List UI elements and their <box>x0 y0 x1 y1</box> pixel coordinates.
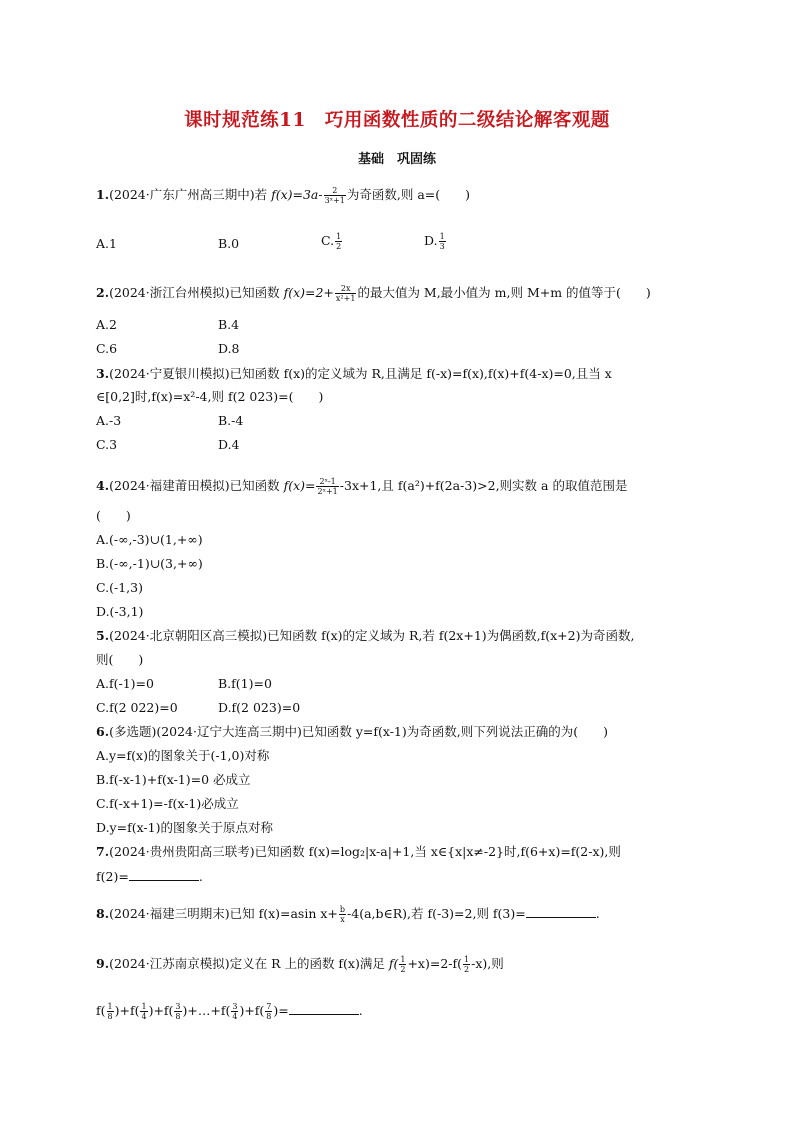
question-number: 2. <box>96 285 110 300</box>
option-a[interactable]: A.-3 <box>96 413 122 428</box>
answer-blank[interactable] <box>129 868 199 881</box>
question-number: 6. <box>96 724 110 739</box>
question-number: 8. <box>96 906 110 921</box>
option-b[interactable]: B.-4 <box>218 413 244 428</box>
question-tail: -3x+1,且 f(a²)+f(2a-3)>2,则实数 a 的取值范围是 <box>339 478 628 493</box>
question-source: (2024·江苏南京模拟)定义在 R 上的函数 f(x)满足 <box>109 956 389 971</box>
question-tail: 的最大值为 M,最小值为 m,则 M+m 的值等于( ) <box>357 285 651 300</box>
question-2 <box>96 284 651 303</box>
question-9: 9.(2024·江苏南京模拟)定义在 R 上的函数 f(x)满足 f( $\frac{1}{2}$ +x)=2-f( $\frac{1}{2}$ -x),则 <box>96 955 504 974</box>
question-3 <box>96 366 612 382</box>
fraction: $\frac{2x}{\text{x²+1}}$ <box>335 284 356 303</box>
option-b[interactable]: B.f(1)=0 <box>218 676 272 691</box>
question-number: 4. <box>96 478 110 493</box>
option-d[interactable]: D.(-3,1) <box>96 604 144 619</box>
question-source: (2024·浙江台州模拟)已知函数 <box>109 285 284 300</box>
question-4-line-2: ( ) <box>96 508 131 523</box>
option-a[interactable]: A.1 <box>96 236 117 251</box>
option-d[interactable]: D.8 <box>218 341 240 356</box>
option-d[interactable]: D. $\frac{1}{3}$ <box>424 232 445 251</box>
formula: f(x)= <box>283 478 316 493</box>
question-7-line-2: f(2)= . <box>96 869 203 884</box>
option-d[interactable]: D.y=f(x-1)的图象关于原点对称 <box>96 820 273 835</box>
question-8: 8.(2024·福建三明期末)已知 f(x)=asin x+ $\frac{b}{x}$ -4(a,b∈R),若 f(-3)=2,则 f(3)= . <box>96 905 600 924</box>
option-b[interactable]: B.(-∞,-1)∪(3,+∞) <box>96 556 203 571</box>
option-b[interactable]: B.0 <box>218 236 240 251</box>
question-1 <box>96 186 470 205</box>
question-tail: -4(a,b∈R),若 f(-3)=2,则 f(3)= <box>347 906 526 921</box>
option-c[interactable]: C.(-1,3) <box>96 580 143 595</box>
answer-blank[interactable] <box>289 1002 359 1015</box>
question-5 <box>96 628 634 644</box>
option-a[interactable]: A.(-∞,-3)∪(1,+∞) <box>96 532 203 547</box>
formula: f(x)=3a- <box>271 187 323 202</box>
option-c[interactable]: C. $\frac{1}{2}$ <box>321 232 342 251</box>
option-a[interactable]: A.f(-1)=0 <box>96 676 154 691</box>
fraction: $\frac{\text{2ˣ-1}}{\text{2ˣ+1}}$ <box>317 477 338 496</box>
page-title: 课时规范练11 巧用函数性质的二级结论解客观题 <box>184 110 610 131</box>
question-number: 5. <box>96 628 110 643</box>
answer-blank[interactable] <box>526 905 596 918</box>
question-3-line-2: ∈[0,2]时,f(x)=x²-4,则 f(2 023)=( ) <box>96 389 324 404</box>
fraction: $\frac{2}{\text{3ˣ+1}}$ <box>324 186 345 205</box>
question-source: (2024·福建莆田模拟)已知函数 <box>109 478 284 493</box>
question-7 <box>96 844 621 860</box>
question-number: 7. <box>96 844 110 859</box>
option-a[interactable]: A.2 <box>96 317 117 332</box>
fraction: $\frac{b}{x}$ <box>339 905 346 924</box>
question-source: (2024·广东广州高三期中)若 <box>109 187 272 202</box>
section-subtitle: 基础 巩固练 <box>357 152 436 167</box>
option-c[interactable]: C.f(2 022)=0 <box>96 700 178 715</box>
question-text: (2024·宁夏银川模拟)已知函数 f(x)的定义域为 R,且满足 f(-x)=f(x),f(x)+f(4-x)=0,且当 x <box>109 366 612 381</box>
question-4 <box>96 477 627 496</box>
question-source: (2024·福建三明期末)已知 f(x)=asin x+ <box>109 906 338 921</box>
option-c[interactable]: C.f(-x+1)=-f(x-1)必成立 <box>96 796 239 811</box>
formula: f(x)=2+ <box>283 285 334 300</box>
question-9-line-2: f( $\frac{1}{8}$ )+f( $\frac{1}{4}$ )+f( $\frac{3}{8}$ )+…+f( $\frac{3}{4}$ )+f( $\frac{7}{8}$ )= . <box>96 1002 363 1021</box>
option-a[interactable]: A.y=f(x)的图象关于(-1,0)对称 <box>96 748 270 763</box>
option-c[interactable]: C.3 <box>96 437 118 452</box>
option-b[interactable]: B.f(-x-1)+f(x-1)=0 必成立 <box>96 772 251 787</box>
question-text: (2024·贵州贵阳高三联考)已知函数 f(x)=log₂|x-a|+1,当 x∈{x|x≠-2}时,f(6+x)=f(2-x),则 <box>109 844 621 859</box>
question-tail: 为奇函数,则 a=( ) <box>346 187 471 202</box>
question-number: 1. <box>96 187 110 202</box>
question-6 <box>96 724 608 740</box>
fraction: $\frac{1}{2}$ <box>464 955 470 974</box>
fraction: $\frac{1}{2}$ <box>400 955 406 974</box>
question-number: 3. <box>96 366 110 381</box>
question-text: (2024·北京朝阳区高三模拟)已知函数 f(x)的定义域为 R,若 f(2x+1)为偶函数,f(x+2)为奇函数, <box>109 628 635 643</box>
option-b[interactable]: B.4 <box>218 317 240 332</box>
option-d[interactable]: D.f(2 023)=0 <box>218 700 301 715</box>
question-number: 9. <box>96 956 110 971</box>
question-text: (多选题)(2024·辽宁大连高三期中)已知函数 y=f(x-1)为奇函数,则下列说法正确的为( ) <box>109 724 608 739</box>
question-5-line-2: 则( ) <box>96 652 144 667</box>
option-c[interactable]: C.6 <box>96 341 118 356</box>
option-d[interactable]: D.4 <box>218 437 240 452</box>
